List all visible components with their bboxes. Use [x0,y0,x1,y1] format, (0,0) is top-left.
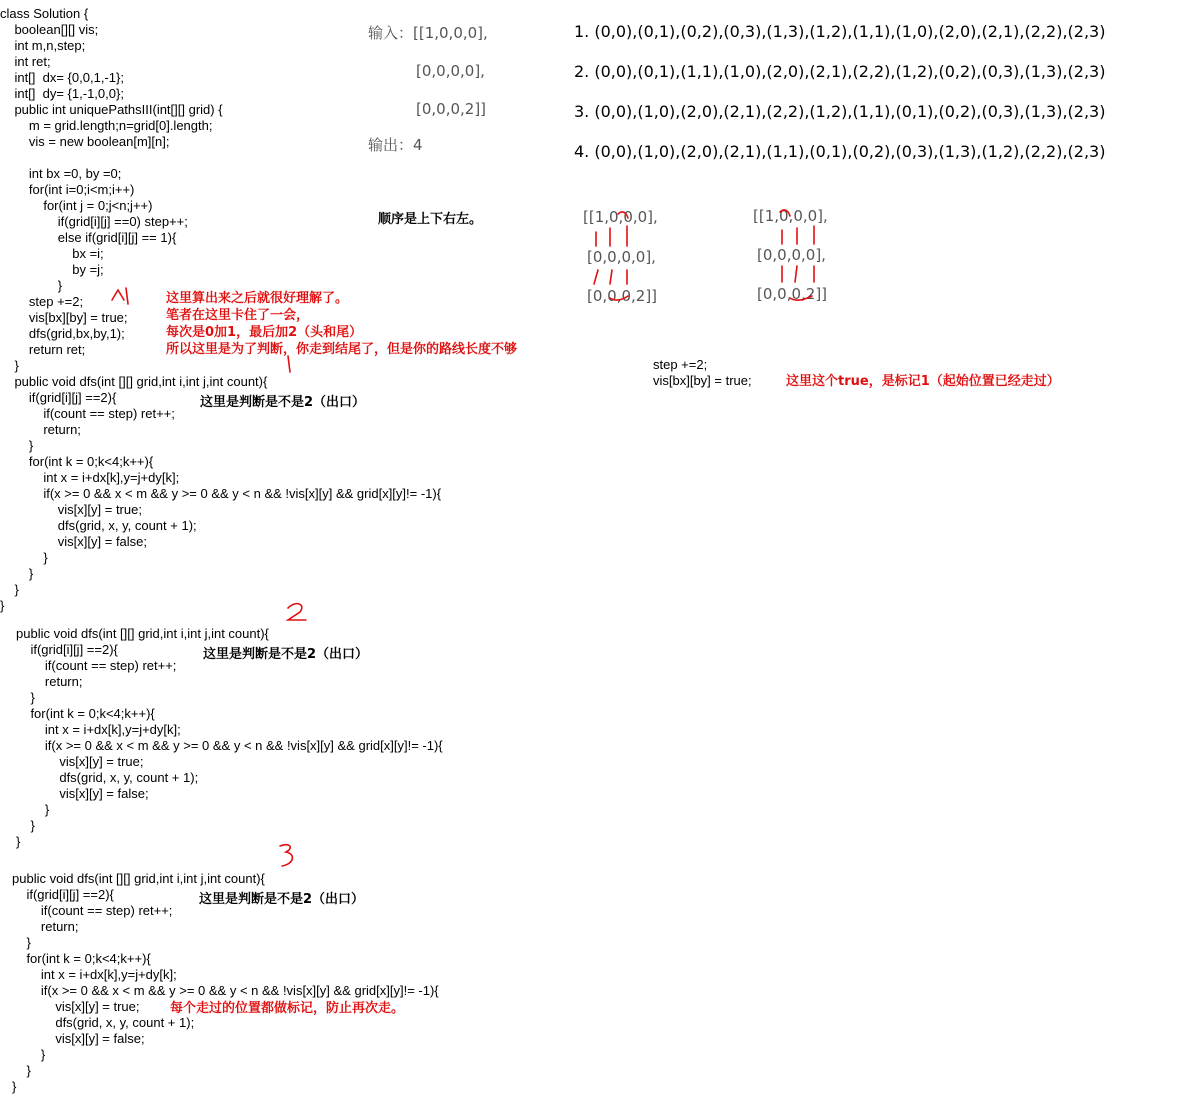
mark-visited-note: 每个走过的位置都做标记，防止再次走。 [170,1001,405,1016]
path-2: 2. (0,0),(0,1),(1,1),(1,0),(2,0),(2,1),(2,2),(1,2),(0,2),(0,3),(1,3),(2,3) [574,62,1106,81]
grid-a-row-3: [0,0,0,2]] [587,287,658,305]
mark-start-note: 这里这个true，是标记1（起始位置已经走过） [786,374,1060,389]
order-note: 顺序是上下右左。 [378,212,483,227]
path-1: 1. (0,0),(0,1),(0,2),(0,3),(1,3),(1,2),(1,1),(1,0),(2,0),(2,1),(2,2),(2,3) [574,22,1106,41]
exit-check-note-3: 这里是判断是不是2（出口） [199,892,365,907]
grid-b-row-3: [0,0,0,2]] [757,285,828,303]
path-3: 3. (0,0),(1,0),(2,0),(2,1),(2,2),(1,2),(1,1),(0,1),(0,2),(0,3),(1,3),(2,3) [574,102,1106,121]
grid-a-row-1: [[1,0,0,0], [583,208,658,226]
input-row-2: [0,0,0,0], [416,62,485,80]
exit-check-note-1: 这里是判断是不是2（出口） [200,395,366,410]
step-explanation-note: 这里算出来之后就很好理解了。 笔者在这里卡住了一会， 每次是0加1，最后加2（头和尾） 所以这里是为了判断，你走到结尾了，但是你的路线长度不够 [166,291,518,357]
input-label: 输入：[[1,0,0,0], [368,24,488,42]
input-row-3: [0,0,0,2]] [416,100,487,118]
step-snippet: step +=2; vis[bx][by] = true; [653,357,752,388]
output-label: 输出：4 [368,136,423,154]
exit-check-note-2: 这里是判断是不是2（出口） [203,647,369,662]
grid-b-row-1: [[1,0,0,0], [753,207,828,225]
code-solution-main: class Solution { boolean[][] vis; int m,n,step; int ret; int[] dx= {0,0,1,-1}; int[] dy= {1,-1,0,0}; public int uniquePathsIII(int[][] grid) { m = grid.length;n=grid[0].length; vis = new boolean[m][n]; int bx =0, by =0; for(int i=0;i<m;i++) for(int j = 0;j<n;j++) if(grid[i][j] ==0) step++; else if(grid[i][j] == 1){ bx =i; by =j; } step +=2; vis[bx][by] = true; dfs(grid,bx,by,1); return ret; } public void dfs(int [][] grid,int i,int j,int count){ if(grid[i][j] ==2){ if(count == step) ret++; return; } for(int k = 0;k<4;k++){ int x = i+dx[k],y=j+dy[k]; if(x >= 0 && x < m && y >= 0 && y < n && !vis[x][y] && grid[x][y]!= -1){ vis[x][y] = true; dfs(grid, x, y, count + 1); vis[x][y] = false; } } } } [0,6,442,613]
code-dfs-version-2: public void dfs(int [][] grid,int i,int j,int count){ if(grid[i][j] ==2){ if(count == step) ret++; return; } for(int k = 0;k<4;k++){ int x = i+dx[k],y=j+dy[k]; if(x >= 0 && x < m && y >= 0 && y < n && !vis[x][y] && grid[x][y]!= -1){ vis[x][y] = true; dfs(grid, x, y, count + 1); vis[x][y] = false; } } } [16,626,443,849]
grid-b-row-2: [0,0,0,0], [757,246,826,264]
code-dfs-version-3: public void dfs(int [][] grid,int i,int j,int count){ if(grid[i][j] ==2){ if(count == step) ret++; return; } for(int k = 0;k<4;k++){ int x = i+dx[k],y=j+dy[k]; if(x >= 0 && x < m && y >= 0 && y < n && !vis[x][y] && grid[x][y]!= -1){ vis[x][y] = true; dfs(grid, x, y, count + 1); vis[x][y] = false; } } } [12,871,439,1094]
grid-a-row-2: [0,0,0,0], [587,248,656,266]
path-4: 4. (0,0),(1,0),(2,0),(2,1),(1,1),(0,1),(0,2),(0,3),(1,3),(1,2),(2,2),(2,3) [574,142,1106,161]
